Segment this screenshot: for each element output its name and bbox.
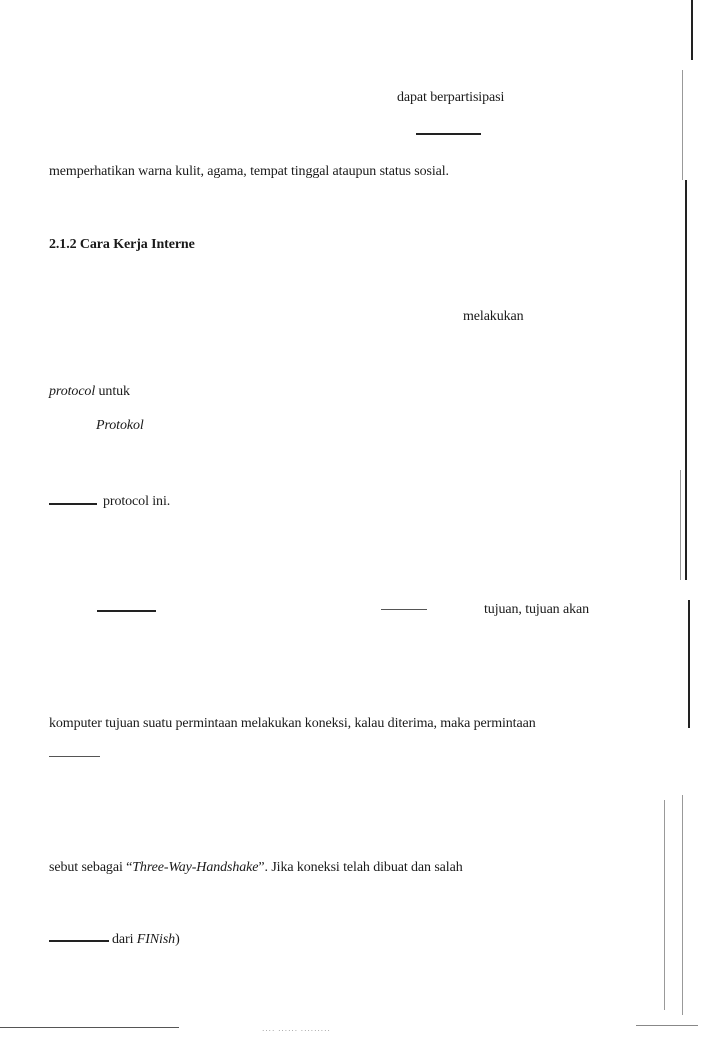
- text-line: dapat berpartisipasi: [397, 90, 505, 105]
- redaction-rule: [416, 133, 481, 135]
- redaction-rule: [97, 610, 156, 612]
- margin-speck: [680, 470, 681, 580]
- section-heading: 2.1.2 Cara Kerja Interne: [49, 237, 195, 252]
- margin-line-lower: [688, 600, 690, 728]
- footer-corner-mark: [636, 1025, 698, 1026]
- text-line: protocol ini.: [103, 494, 171, 509]
- italic-term: Protokol: [96, 418, 144, 433]
- margin-speck: [682, 70, 683, 180]
- italic-term: FINish: [136, 932, 176, 947]
- footer-noise: ···· ······ ·········: [262, 1027, 331, 1035]
- footnote-separator: [0, 1027, 179, 1028]
- redaction-rule: [49, 940, 109, 942]
- redaction-rule: [381, 609, 427, 610]
- redaction-rule: [49, 503, 97, 505]
- italic-term: Three-Way-Handshake: [132, 860, 259, 875]
- margin-line-top: [691, 0, 693, 60]
- redaction-rule: [49, 756, 100, 757]
- text-line-cut: melakukan: [463, 309, 524, 324]
- margin-speck: [682, 795, 683, 1015]
- text-line: komputer tujuan suatu permintaan melakukan koneksi, kalau diterima, maka permintaan: [49, 716, 536, 731]
- text-line: memperhatikan warna kulit, agama, tempat tinggal ataupun status sosial.: [49, 164, 449, 179]
- text-line: protocol untuk: [49, 384, 130, 399]
- italic-term: protocol: [49, 384, 96, 399]
- margin-line-upper: [685, 180, 687, 580]
- text-line: tujuan, tujuan akan: [484, 602, 590, 617]
- text-line: dari FINish): [112, 932, 180, 947]
- text-line: sebut sebagai “Three-Way-Handshake”. Jika koneksi telah dibuat dan salah: [49, 860, 463, 875]
- margin-speck: [664, 800, 665, 1010]
